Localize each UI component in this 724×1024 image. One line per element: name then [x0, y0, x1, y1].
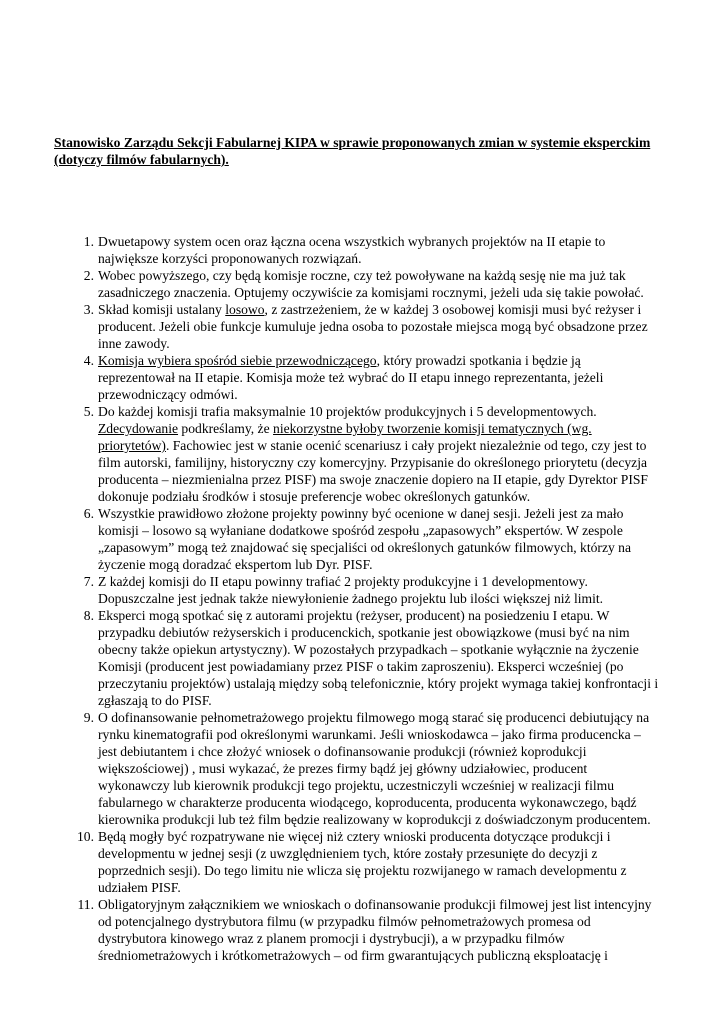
text-segment: . Fachowiec jest w stanie ocenić scenariusz i cały projekt niezależnie od tego, czy jest to [165, 438, 647, 453]
text-line [98, 403, 698, 420]
text-segment: komisji – losowo są wyłaniane dodatkowe spośród zespołu „zapasowych” ekspertów. W zespole [98, 523, 623, 538]
text-segment: film autorski, familijny, historyczny czy komercyjny. Przypisanie do określonego priorytetu (decyzja [98, 455, 648, 470]
text-segment: , z zastrzeżeniem, że w każdej 3 osobowej komisji musi być reżyser i [264, 302, 642, 317]
text-line [98, 539, 698, 556]
text-line [98, 573, 698, 590]
text-segment: Do każdej komisji trafia maksymalnie 10 projektów produkcyjnych i 5 developmentowych. [98, 404, 597, 419]
list-item [83, 607, 698, 709]
text-line [98, 811, 698, 828]
text-segment: dokonuje podziału środków i stosuje preferencje wobec określonych gatunków. [98, 489, 531, 504]
text-line [98, 726, 698, 743]
text-line [98, 556, 698, 573]
title-line: Stanowisko Zarządu Sekcji Fabularnej KIPA w sprawie proponowanych zmian w systemie eksperckim [54, 135, 651, 150]
text-line [98, 709, 698, 726]
text-line [98, 777, 698, 794]
list-item-number: 5. [83, 404, 94, 419]
text-line [98, 590, 698, 607]
numbered-points-list [77, 233, 698, 964]
text-segment: największe korzyści proponowanych rozwiązań. [98, 251, 362, 266]
text-segment: „zapasowym” mogą też znajdować się specjaliści od określonych gatunków filmowych, którzy na [98, 540, 632, 555]
text-segment: udziałem PISF. [98, 880, 181, 895]
text-segment: fabularnego w charakterze producenta wiodącego, koproducenta, producenta wykonawczego, bądź [98, 795, 637, 810]
text-segment: Wszystkie prawidłowo złożone projekty powinny być ocenione w danej sesji. Jeżeli jest za mało [98, 506, 624, 521]
text-line [98, 896, 698, 913]
text-segment: obecny także opiekun artystyczny). W pozostałych przypadkach – spotkanie wyłącznie na życzenie [98, 642, 639, 657]
text-segment: developmentu w jednej sesji (z uwzględnieniem tych, które zostały przesunięte do decyzji z [98, 846, 598, 861]
text-line [98, 505, 698, 522]
text-segment: dystrybutora kinowego wraz z planem promocji i dystrybucji), a w przypadku filmów [98, 931, 565, 946]
text-segment: Dopuszczalne jest jednak także niewyłonienie żadnego projektu lub ilości większej niż limit. [98, 591, 604, 606]
text-line [98, 760, 698, 777]
text-segment: Dwuetapowy system ocen oraz łączna ocena wszystkich wybranych projektów na II etapie to [98, 234, 606, 249]
list-item-number: 8. [83, 608, 94, 623]
text-line [98, 301, 698, 318]
text-segment: podkreślamy, że [178, 421, 274, 436]
list-item [83, 709, 698, 828]
text-segment: , który prowadzi spotkania i będzie ją [376, 353, 581, 368]
text-line [98, 454, 698, 471]
list-item [83, 267, 698, 301]
text-line [98, 641, 698, 658]
text-line [98, 930, 698, 947]
text-segment: wykonawczy lub kierownik produkcji tego projektu, uczestniczyli wcześniej w realizacji filmu [98, 778, 615, 793]
text-segment: Wobec powyższego, czy będą komisje roczne, czy też powoływane na każdą sesję nie ma już tak [98, 268, 626, 283]
text-line [98, 335, 698, 352]
text-line [98, 267, 698, 284]
text-segment: jest debiutantem i chce złożyć wniosek o dofinansowanie produkcji (również koprodukcji [98, 744, 587, 759]
list-item [83, 301, 698, 352]
text-segment: Z każdej komisji do II etapu powinny trafiać 2 projekty produkcyjne i 1 developmentowy. [98, 574, 588, 589]
text-segment: producenta – niezmienialna przez PISF) ma swoje znaczenie dopiero na II etapie, gdy Dyrektor PISF [98, 472, 648, 487]
list-item [77, 896, 698, 964]
text-line [98, 284, 698, 301]
text-line [98, 692, 698, 709]
text-line [98, 743, 698, 760]
text-line [98, 471, 698, 488]
text-line [98, 522, 698, 539]
text-segment: inne zawody. [98, 336, 170, 351]
list-item [83, 403, 698, 505]
text-line [98, 352, 698, 369]
list-item-number: 9. [83, 710, 94, 725]
underlined-text: Zdecydowanie [98, 421, 179, 436]
text-line [98, 233, 698, 250]
text-line [98, 369, 698, 386]
text-line [98, 828, 698, 845]
text-segment: Eksperci mogą spotkać się z autorami projektu (reżyser, producent) na posiedzeniu I etapu. W [98, 608, 610, 623]
text-segment: zasadniczego znaczenia. Optujemy oczywiście za komisjami rocznymi, jeżeli uda się takie powołać. [98, 285, 644, 300]
text-segment: Obligatoryjnym załącznikiem we wnioskach o dofinansowanie produkcji filmowej jest list intencyjny [98, 897, 652, 912]
list-item-number: 11. [77, 897, 94, 912]
text-line [98, 318, 698, 335]
text-segment: poprzednich sesji). Do tego limitu nie wlicza się projektu rozwijanego w ramach developmentu z [98, 863, 627, 878]
text-line [98, 386, 698, 403]
text-segment: rynku kinematografii pod określonymi warunkami. Jeśli wnioskodawca – jako firma producencka – [98, 727, 641, 742]
text-segment: życzenie mogą doradzać ekspertom lub Dyr. PISF. [98, 557, 373, 572]
text-line [98, 488, 698, 505]
text-segment: od potencjalnego dystrybutora filmu (w przypadku filmów pełnometrażowych promesa od [98, 914, 591, 929]
text-line [98, 879, 698, 896]
underlined-text: Komisja wybiera spośród siebie przewodniczącego [98, 353, 377, 368]
text-line [98, 794, 698, 811]
text-line [98, 607, 698, 624]
text-segment: średniometrażowych i krótkometrażowych – od firm gwarantujących publiczną eksploatację i [98, 948, 608, 963]
text-line [98, 250, 698, 267]
text-segment: przypadku debiutów reżyserskich i producenckich, spotkanie jest obowiązkowe (musi być na nim [98, 625, 630, 640]
list-item-number: 3. [83, 302, 94, 317]
text-line [98, 624, 698, 641]
text-line [98, 862, 698, 879]
list-item-number: 7. [83, 574, 94, 589]
title-line: (dotyczy filmów fabularnych). [54, 152, 229, 167]
text-segment: O dofinansowanie pełnometrażowego projektu filmowego mogą starać się producenci debiutujący na [98, 710, 650, 725]
list-item [83, 573, 698, 607]
text-line [98, 675, 698, 692]
text-segment: Skład komisji ustalany [98, 302, 226, 317]
list-item [83, 505, 698, 573]
list-item [83, 352, 698, 403]
text-segment: zgłaszają to do PISF. [98, 693, 212, 708]
text-line [98, 437, 698, 454]
list-item [77, 828, 698, 896]
underlined-text: losowo [225, 302, 265, 317]
underlined-text: niekorzystne byłoby tworzenie komisji tematycznych (wg. [273, 421, 592, 436]
list-item-number: 1. [83, 234, 94, 249]
list-item-number: 6. [83, 506, 94, 521]
text-segment: Będą mogły być rozpatrywane nie więcej niż cztery wnioski producenta dotyczące produkcji i [98, 829, 611, 844]
text-line [98, 658, 698, 675]
text-segment: kierownika produkcji lub też film będzie realizowany w koprodukcji z doświadczonym producentem. [98, 812, 651, 827]
text-segment: większościowej) , musi wykazać, że prezes firmy bądź jej główny udziałowiec, producent [98, 761, 588, 776]
text-segment: przeczytaniu projektów) ustalają między sobą telefonicznie, który projekt wymaga takiej konfrontacji i [98, 676, 659, 691]
text-line [98, 947, 698, 964]
underlined-text: priorytetów) [98, 438, 166, 453]
list-item-number: 10. [77, 829, 94, 844]
list-item-number: 2. [83, 268, 94, 283]
text-line [98, 845, 698, 862]
text-segment: przewodniczący odmówi. [98, 387, 238, 402]
list-item [83, 233, 698, 267]
text-line [98, 913, 698, 930]
text-segment: reprezentował na II etapie. Komisja może też wybrać do II etapu innego reprezentanta, jeżeli [98, 370, 604, 385]
text-line [98, 420, 698, 437]
text-segment: producent. Jeżeli obie funkcje kumuluje jedna osoba to pozostałe miejsca mogą być obsadzone przez [98, 319, 648, 334]
list-item-number: 4. [83, 353, 94, 368]
document-title [54, 134, 704, 168]
text-segment: Komisji (producent jest powiadamiany przez PISF o takim zaproszeniu). Eksperci wcześniej (po [98, 659, 624, 674]
